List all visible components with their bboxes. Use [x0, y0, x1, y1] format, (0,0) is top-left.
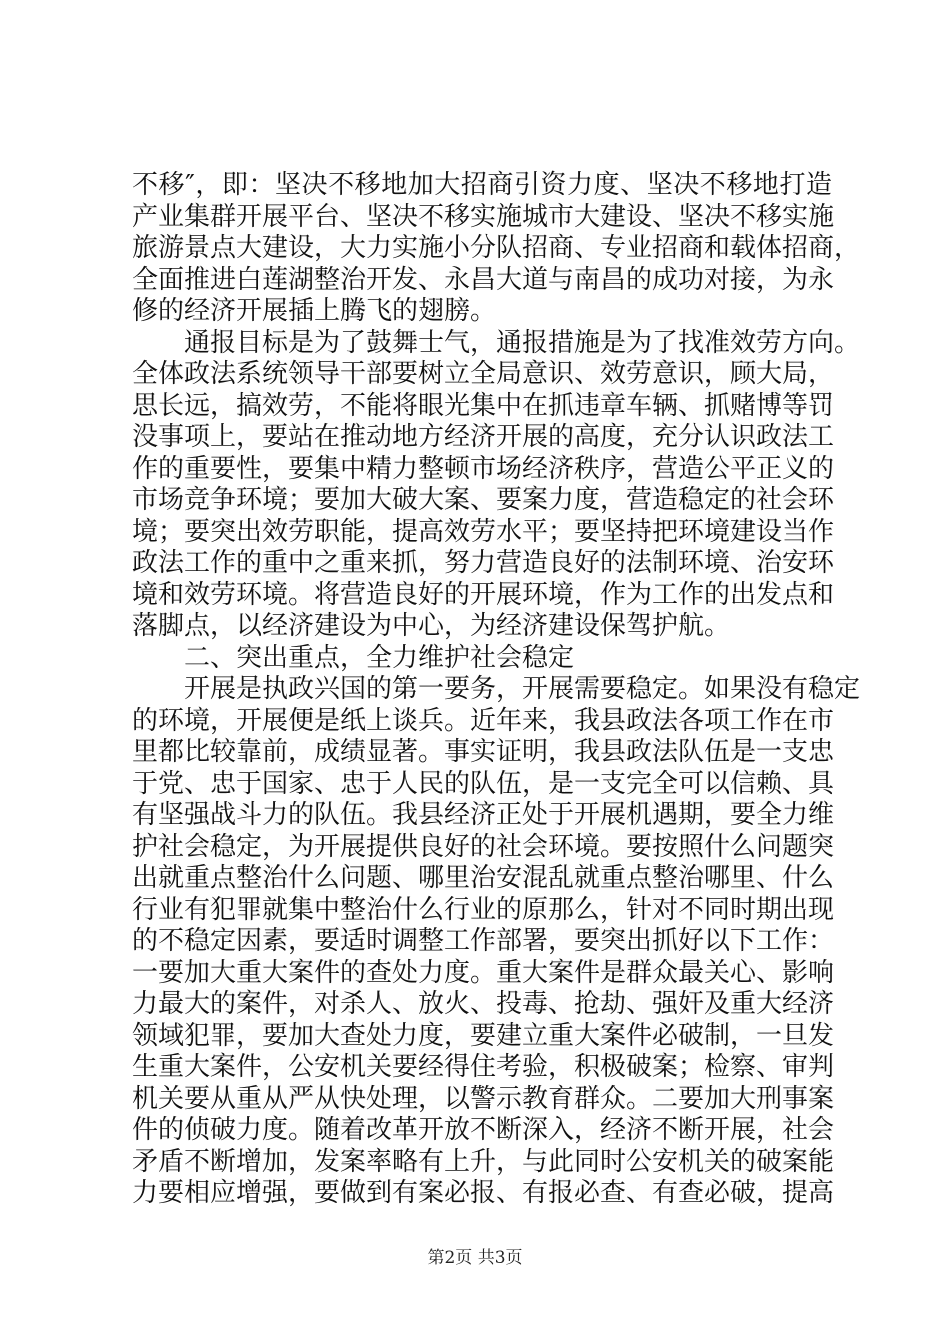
text-line: 开展是执政兴国的第一要务，开展需要稳定。如果没有稳定	[184, 674, 861, 704]
text-line: 二、突出重点，全力维护社会稳定	[184, 642, 575, 673]
document-body	[132, 170, 861, 1210]
text-line: 力要相应增强，要做到有案必报、有报必查、有查必破，提高	[132, 1178, 835, 1208]
text-line: 通报目标是为了鼓舞士气，通报措施是为了找准效劳方向。	[184, 327, 861, 358]
text-line: 不移″，即：坚决不移地加大招商引资力度、坚决不移地打造	[132, 170, 832, 200]
text-line: 全体政法系统领导干部要树立全局意识、效劳意识，顾大局，	[132, 359, 835, 389]
text-line: 思长远，搞效劳，不能将眼光集中在抓违章车辆、抓赌博等罚	[132, 390, 835, 421]
text-line: 全面推进白莲湖整治开发、永昌大道与南昌的成功对接，为永	[132, 264, 835, 295]
text-line: 行业有犯罪就集中整治什么行业的原那么，针对不同时期出现	[132, 894, 835, 925]
text-line: 领域犯罪，要加大查处力度，要建立重大案件必破制，一旦发	[132, 1020, 835, 1051]
text-line: 机关要从重从严从快处理，以警示教育群众。二要加大刑事案	[132, 1083, 835, 1114]
text-line: 旅游景点大建设，大力实施小分队招商、专业招商和载体招商，	[132, 233, 861, 263]
text-line: 护社会稳定，为开展提供良好的社会环境。要按照什么问题突	[132, 831, 835, 862]
text-line: 境；要突出效劳职能，提高效劳水平；要坚持把环境建设当作	[132, 516, 835, 547]
text-line: 的不稳定因素，要适时调整工作部署，要突出抓好以下工作：	[132, 926, 835, 956]
text-line: 境和效劳环境。将营造良好的开展环境，作为工作的出发点和	[132, 579, 835, 610]
text-line: 于党、忠于国家、忠于人民的队伍，是一支完全可以信赖、具	[132, 768, 835, 799]
text-line: 矛盾不断增加，发案率略有上升，与此同时公安机关的破案能	[132, 1146, 835, 1177]
text-line: 产业集群开展平台、坚决不移实施城市大建设、坚决不移实施	[132, 201, 835, 232]
text-line: 政法工作的重中之重来抓，努力营造良好的法制环境、治安环	[132, 548, 835, 578]
page-footer: 第2页 共3页	[427, 1248, 523, 1268]
text-line: 一要加大重大案件的查处力度。重大案件是群众最关心、影响	[132, 957, 835, 988]
text-line: 生重大案件，公安机关要经得住考验，积极破案；检察、审判	[132, 1052, 835, 1082]
text-line: 里都比较靠前，成绩显著。事实证明，我县政法队伍是一支忠	[132, 737, 835, 767]
text-line: 修的经济开展插上腾飞的翅膀。	[132, 296, 497, 326]
text-line: 落脚点，以经济建设为中心，为经济建设保驾护航。	[132, 611, 731, 641]
text-line: 出就重点整治什么问题、哪里治安混乱就重点整治哪里、什么	[132, 863, 835, 893]
text-line: 的环境，开展便是纸上谈兵。近年来，我县政法各项工作在市	[132, 705, 835, 736]
text-line: 没事项上，要站在推动地方经济开展的高度，充分认识政法工	[132, 422, 835, 452]
text-line: 市场竞争环境；要加大破大案、要案力度，营造稳定的社会环	[132, 485, 835, 515]
text-line: 件的侦破力度。随着改革开放不断深入，经济不断开展，社会	[132, 1115, 835, 1145]
text-line: 力最大的案件，对杀人、放火、投毒、抢劫、强奸及重大经济	[132, 989, 835, 1019]
text-line: 有坚强战斗力的队伍。我县经济正处于开展机遇期，要全力维	[132, 800, 835, 830]
text-line: 作的重要性，要集中精力整顿市场经济秩序，营造公平正义的	[132, 453, 835, 484]
